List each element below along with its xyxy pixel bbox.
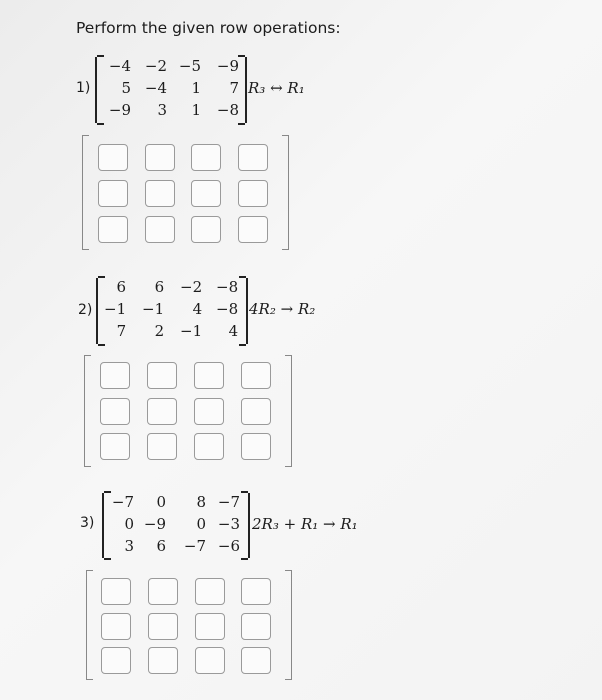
answer-input[interactable] <box>191 144 221 171</box>
matrix-cell: 0 <box>196 515 206 533</box>
matrix-cell: 2 <box>154 322 165 340</box>
answer-input[interactable] <box>238 144 268 171</box>
answer-input[interactable] <box>101 613 131 640</box>
matrix-cell: −3 <box>217 515 240 533</box>
answer-input[interactable] <box>100 362 130 389</box>
matrix-cell: −1 <box>180 322 203 340</box>
answer-input[interactable] <box>101 578 131 605</box>
matrix-cell: −7 <box>111 493 134 511</box>
matrix-cell: −7 <box>183 537 206 555</box>
matrix-cell: 4 <box>192 300 203 318</box>
matrix-3 <box>102 493 250 558</box>
answer-input[interactable] <box>100 398 130 425</box>
problem-number: 2) <box>78 302 93 318</box>
matrix-cell: −7 <box>217 493 240 511</box>
matrix-2 <box>96 278 248 344</box>
answer-input[interactable] <box>148 613 178 640</box>
answer-input[interactable] <box>238 216 268 243</box>
matrix-cell: −8 <box>216 101 239 119</box>
matrix-cell: 7 <box>116 322 127 340</box>
matrix-cell: −9 <box>216 57 239 75</box>
matrix-cell: 6 <box>154 278 165 296</box>
matrix-cell: −6 <box>217 537 240 555</box>
answer-input[interactable] <box>147 433 177 460</box>
matrix-cell: 3 <box>157 101 167 119</box>
matrix-cell: 3 <box>124 537 134 555</box>
matrix-cell: −8 <box>216 278 239 296</box>
answer-input[interactable] <box>195 613 225 640</box>
answer-input[interactable] <box>145 144 175 171</box>
matrix-cell: 8 <box>196 493 206 511</box>
answer-input[interactable] <box>194 433 224 460</box>
matrix-cell: 5 <box>121 79 131 97</box>
answer-input[interactable] <box>241 578 271 605</box>
answer-input[interactable] <box>241 362 271 389</box>
matrix-cell: −8 <box>216 300 239 318</box>
answer-input[interactable] <box>241 647 271 674</box>
matrix-cell: 0 <box>156 493 166 511</box>
answer-input[interactable] <box>98 144 128 171</box>
answer-input[interactable] <box>147 362 177 389</box>
matrix-cell: −2 <box>180 278 203 296</box>
matrix-cell: −9 <box>143 515 166 533</box>
answer-input[interactable] <box>145 216 175 243</box>
answer-input[interactable] <box>147 398 177 425</box>
answer-input[interactable] <box>100 433 130 460</box>
answer-input[interactable] <box>148 647 178 674</box>
matrix-cell: 6 <box>116 278 126 296</box>
matrix-cell: −4 <box>108 57 131 75</box>
answer-input[interactable] <box>98 180 128 207</box>
matrix-2-grid <box>104 276 238 342</box>
answer-input[interactable] <box>195 578 225 605</box>
matrix-cell: 1 <box>191 79 201 97</box>
answer-input[interactable] <box>241 613 271 640</box>
answer-input[interactable] <box>148 578 178 605</box>
answer-input[interactable] <box>194 362 224 389</box>
problem-number: 1) <box>76 80 91 96</box>
answer-input[interactable] <box>194 398 224 425</box>
matrix-cell: −5 <box>178 57 201 75</box>
matrix-1-grid <box>105 55 239 121</box>
answer-input[interactable] <box>195 647 225 674</box>
matrix-cell: −2 <box>144 57 167 75</box>
answer-input[interactable] <box>191 180 221 207</box>
matrix-cell: 0 <box>124 515 134 533</box>
matrix-1 <box>95 57 247 123</box>
matrix-cell: −1 <box>104 300 127 318</box>
answer-input[interactable] <box>241 398 271 425</box>
matrix-cell: −9 <box>108 101 131 119</box>
matrix-cell: −1 <box>142 300 165 318</box>
instruction-text: Perform the given row operations: <box>76 19 341 37</box>
row-operation: R₃ ↔ R₁ <box>248 79 305 97</box>
matrix-cell: 1 <box>191 101 201 119</box>
matrix-cell: 7 <box>229 79 239 97</box>
row-operation: 2R₃ + R₁ → R₁ <box>252 515 358 533</box>
answer-input[interactable] <box>145 180 175 207</box>
answer-input[interactable] <box>238 180 268 207</box>
answer-input[interactable] <box>241 433 271 460</box>
matrix-cell: 6 <box>156 537 166 555</box>
problem-number: 3) <box>80 515 95 531</box>
answer-input[interactable] <box>98 216 128 243</box>
matrix-cell: 4 <box>228 322 239 340</box>
answer-input[interactable] <box>191 216 221 243</box>
answer-input[interactable] <box>101 647 131 674</box>
matrix-cell: −4 <box>144 79 167 97</box>
row-operation: 4R₂ → R₂ <box>249 300 316 318</box>
matrix-3-grid <box>108 491 240 557</box>
